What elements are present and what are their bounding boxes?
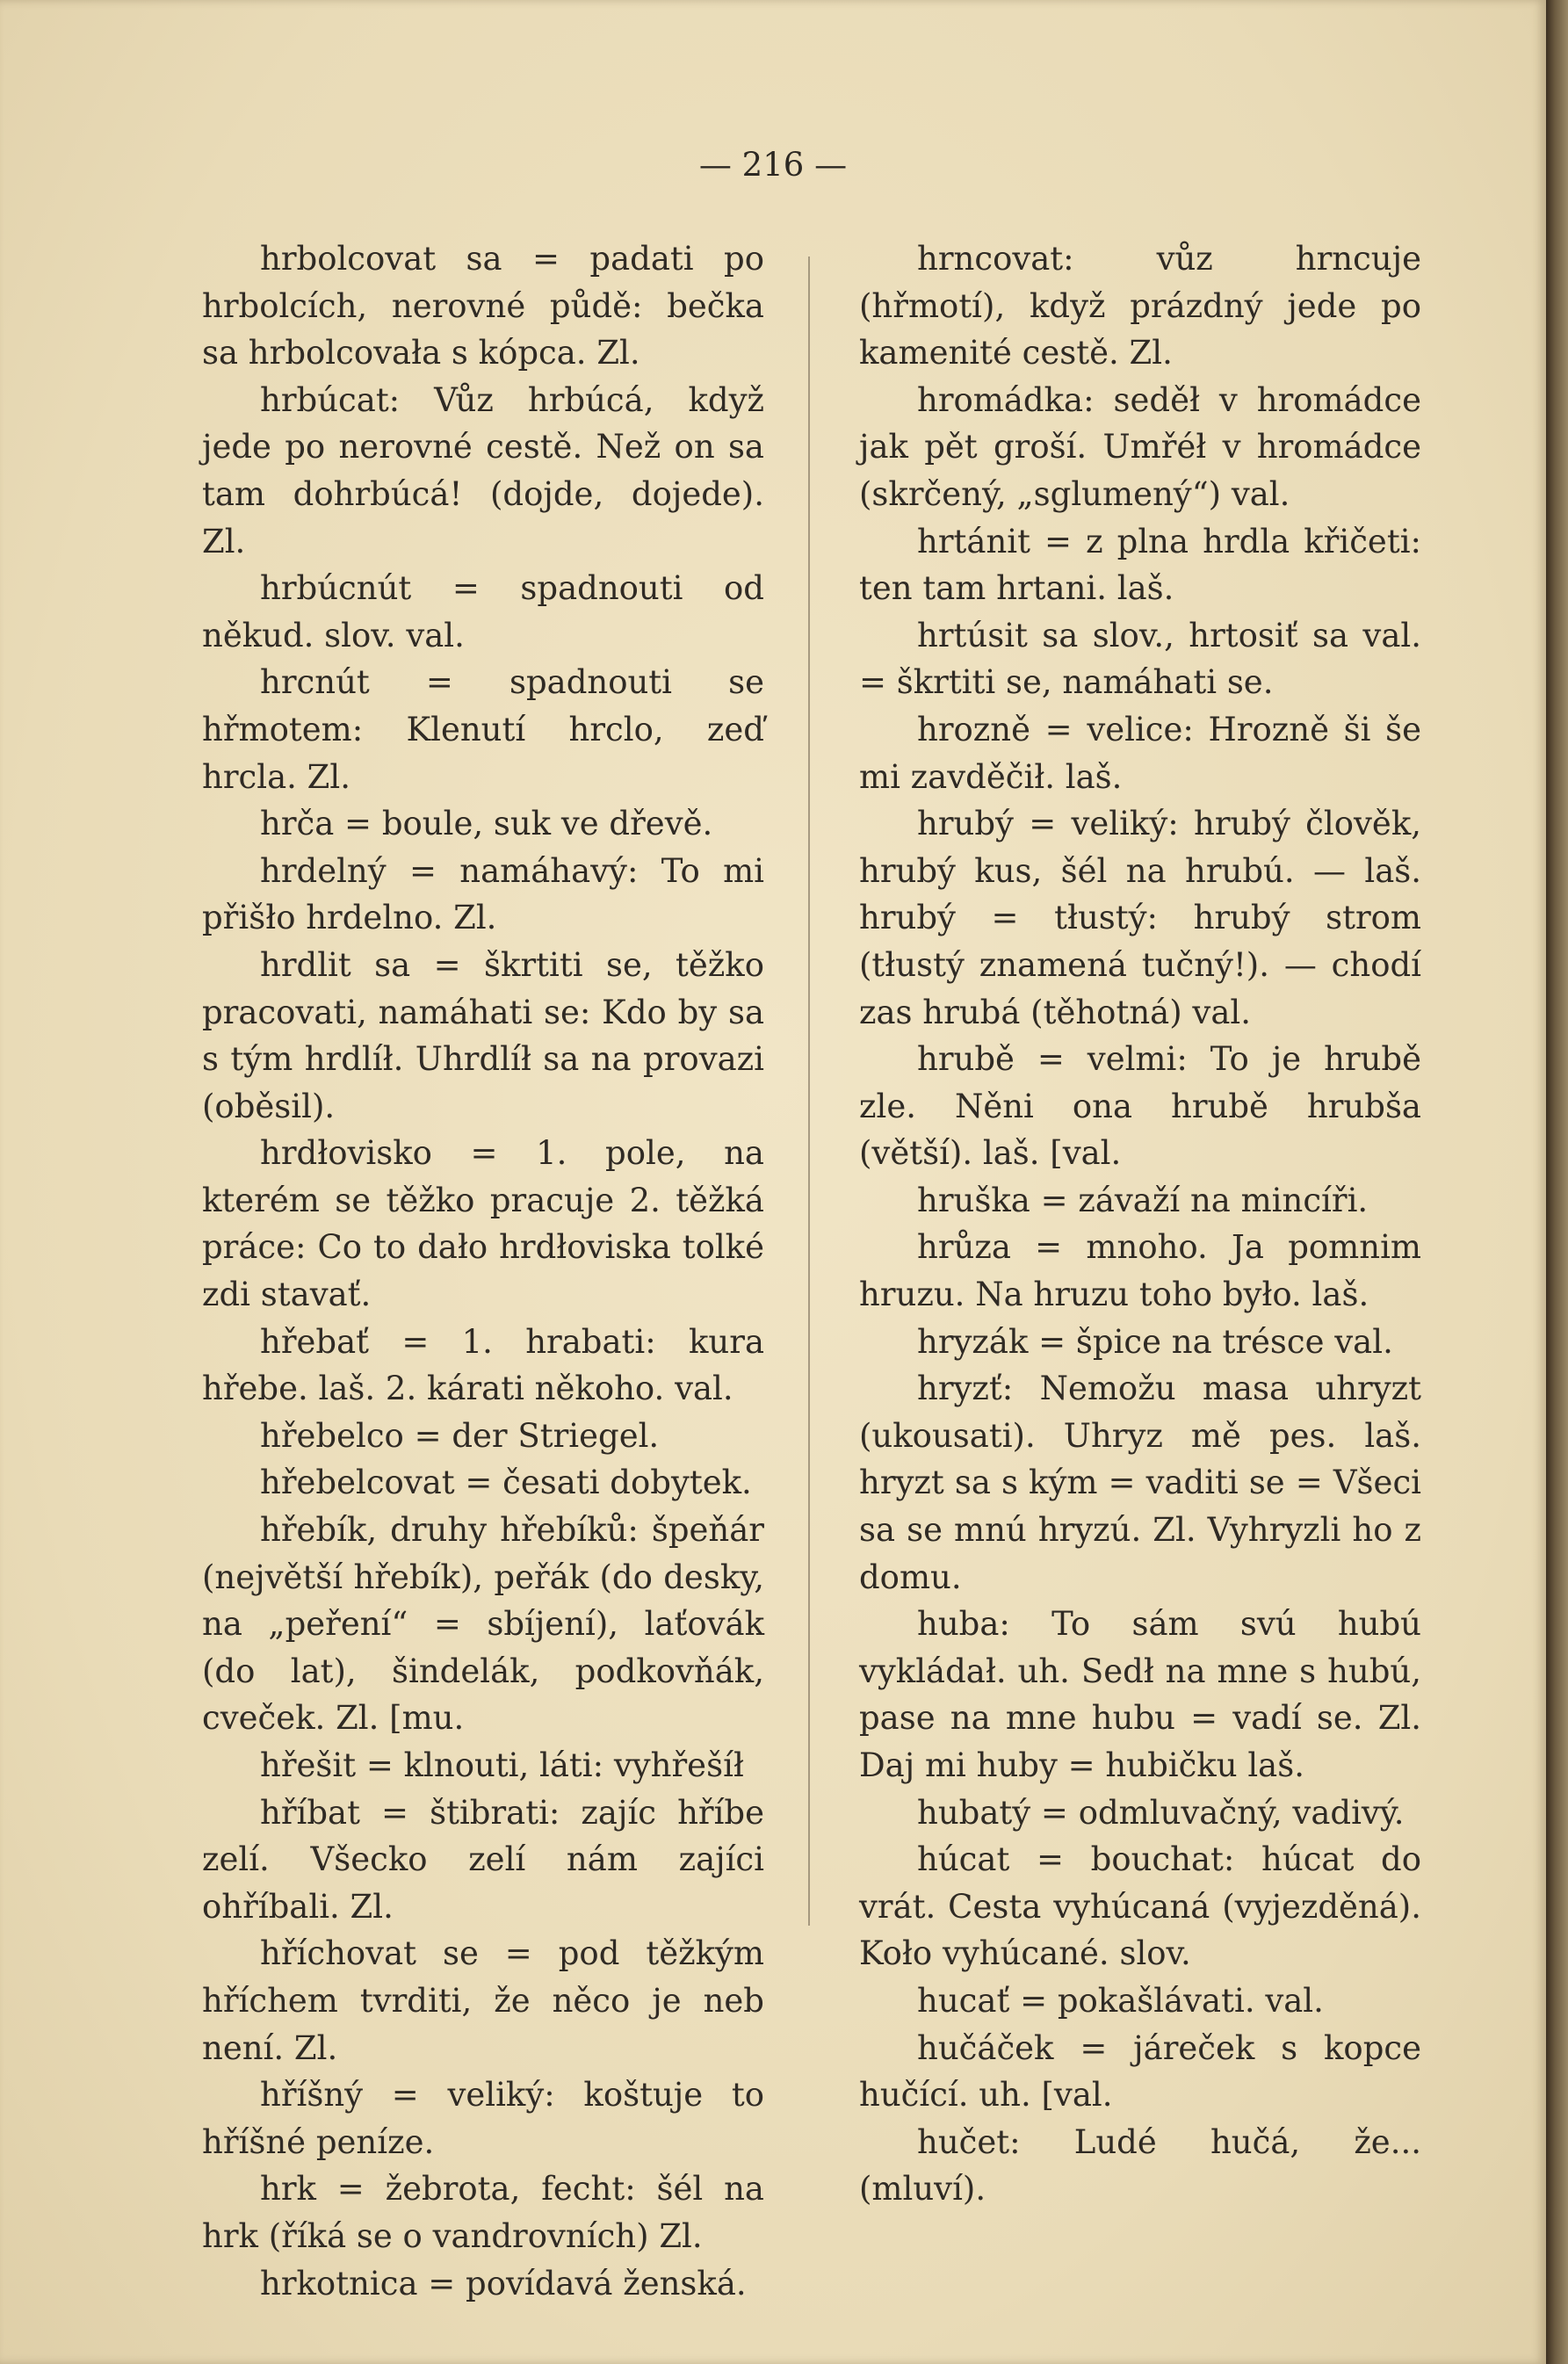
dictionary-entry: hrdlit sa = škrtiti se, těžko pracovati, namáhati se: Kdo by sa s tým hrdlíł. Uhrdlíł sa na provazi (oběsil). — [202, 945, 764, 1125]
dictionary-entry: hrubě = velmi: To je hrubě zle. Něni ona hrubě hrubša (větší). laš. [val. — [859, 1040, 1421, 1173]
dictionary-entry: hrtúsit sa slov., hrtosiť sa val. = škrtiti se, namáhati se. — [859, 616, 1421, 702]
dictionary-entry: hrča = boule, suk ve dřevě. — [260, 805, 713, 843]
dictionary-entry: húcat = bouchat: húcat do vrát. Cesta vyhúcaná (vyjezděná). Koło vyhúcané. slov. — [859, 1840, 1421, 1973]
dictionary-entry: hříchovat se = pod těžkým hříchem tvrditi, že něco je neb není. Zl. — [202, 1934, 764, 2067]
left-column — [202, 235, 764, 2307]
dictionary-entry: hrozně = velice: Hrozně ši še mi zavděčił. laš. — [859, 710, 1421, 796]
dictionary-entry: hrdłovisko = 1. pole, na kterém se těžko pracuje 2. těžká práce: Co to dało hrdłoviska tolké zdi stavať. — [202, 1134, 764, 1314]
book-spine — [1546, 0, 1568, 2364]
dictionary-entry: hrůza = mnoho. Ja pomnim hruzu. Na hruzu toho było. laš. — [859, 1228, 1421, 1314]
dictionary-entry: hřebelcovat = česati dobytek. — [260, 1464, 752, 1502]
dictionary-entry: hrbolcovat sa = padati po hrbolcích, nerovné půdě: bečka sa hrbolcovała s kópca. Zl. — [202, 240, 764, 372]
dictionary-entry: hříbat = štibrati: zajíc hříbe zelí. Všecko zelí nám zajíci ohříbali. Zl. — [202, 1793, 764, 1926]
dictionary-entry: hryzť: Nemožu masa uhryzt (ukousati). Uhryz mě pes. laš. hryzt sa s kým = vaditi se = Všeci sa se mnú hryzú. Zl. Vyhryzli ho z domu. — [859, 1370, 1421, 1596]
dictionary-entry: hrbúcnút = spadnouti od někud. slov. val. — [202, 569, 764, 654]
dictionary-entry: huba: To sám svú hubú vykládał. uh. Sedł na mne s hubú, pase na mne hubu = vadí se. Zl. Daj mi huby = hubičku laš. — [859, 1605, 1421, 1784]
dictionary-entry: hrcnút = spadnouti se hřmotem: Klenutí hrclo, zeď hrcla. Zl. — [202, 663, 764, 796]
dictionary-entry: hřebať = 1. hrabati: kura hřebe. laš. 2. kárati někoho. val. — [202, 1322, 764, 1408]
dictionary-entry: hryzák = špice na trésce val. — [917, 1322, 1393, 1361]
dictionary-entry: hucať = pokašlávati. val. — [917, 1981, 1324, 2020]
dictionary-entry: hrncovat: vůz hrncuje (hřmotí), když prázdný jede po kamenité cestě. Zl. — [859, 240, 1421, 372]
dictionary-entry: hrbúcat: Vůz hrbúcá, když jede po nerovné cestě. Než on sa tam dohrbúcá! (dojde, dojede). Zl. — [202, 380, 764, 560]
dictionary-entry: hučet: Ludé hučá, že... (mluví). — [859, 2122, 1421, 2209]
dictionary-entry: hučáček = járeček s kopce hučící. uh. [val. — [859, 2028, 1421, 2115]
dictionary-entry: hrtánit = z plna hrdla křičeti: ten tam hrtani. laš. — [859, 522, 1421, 608]
dictionary-entry: hřebík, druhy hřebíků: špeňár (největší hřebík), peřák (do desky, na „peření“ = sbíjení), laťovák (do lat), šindelák, podkovňák, cveček. Zl. [mu. — [202, 1511, 764, 1738]
dictionary-entry: hubatý = odmluvačný, vadivý. — [917, 1793, 1405, 1832]
dictionary-entry: hrk = žebrota, fecht: šél na hrk (říká se o vandrovních) Zl. — [202, 2170, 764, 2255]
dictionary-entry: hřebelco = der Striegel. — [260, 1416, 660, 1455]
page-number: — 216 — — [698, 146, 848, 184]
column-divider — [808, 257, 810, 1926]
dictionary-entry: hřešit = klnouti, láti: vyhřešíł — [260, 1746, 744, 1784]
dictionary-entry: hromádka: seděł v hromádce jak pět groší. Umřéł v hromádce (skrčený, „sglumený“) val. — [859, 380, 1421, 513]
dictionary-entry: hrkotnica = povídavá ženská. — [260, 2264, 747, 2303]
right-column — [859, 235, 1421, 2213]
dictionary-entry: hruška = závaží na mincíři. — [917, 1181, 1369, 1219]
dictionary-entry: hrubý = veliký: hrubý člověk, hrubý kus, šél na hrubú. — laš. hrubý = tłustý: hrubý strom (tłustý znamená tučný!). — chodí zas hrubá (těhotná) val. — [859, 805, 1421, 1031]
dictionary-entry: hrdelný = namáhavý: To mi přišło hrdelno. Zl. — [202, 851, 764, 937]
dictionary-entry: hříšný = veliký: koštuje to hříšné peníze. — [202, 2076, 764, 2161]
